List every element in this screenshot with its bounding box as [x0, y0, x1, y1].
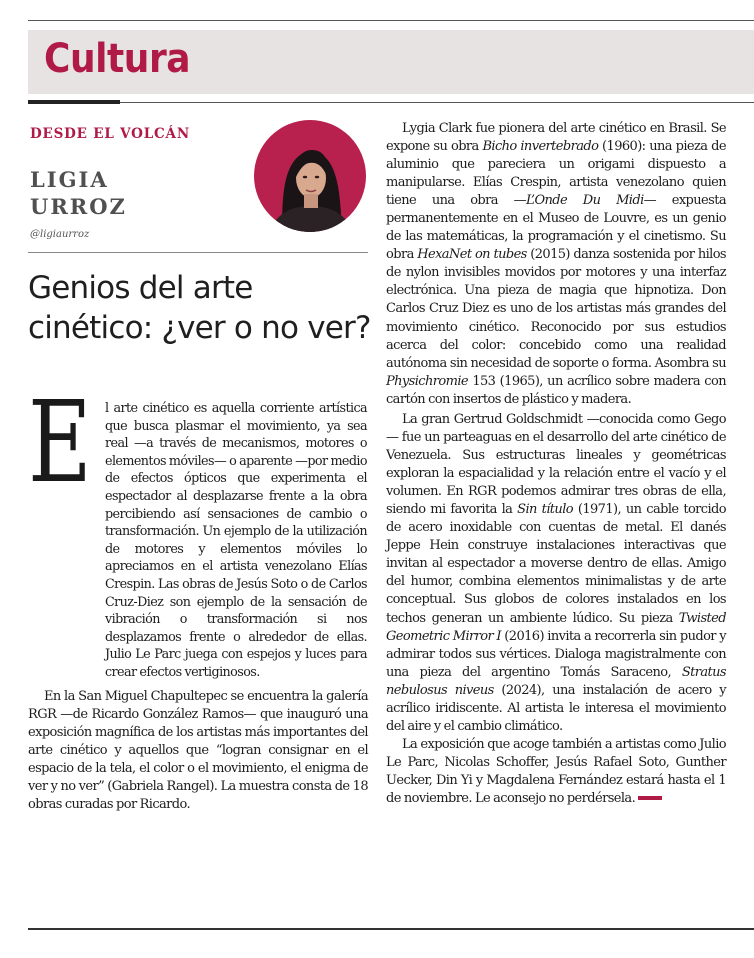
body-column-1 — [105, 400, 367, 682]
byline-rule — [28, 252, 368, 253]
divider-thick — [28, 100, 120, 104]
author-name: LIGIA URROZ — [30, 167, 127, 219]
paragraph-5: La exposición que acoge también a artistas como Julio Le Parc, Nicolas Schoffer, Jesús Rafael Soto, Gunther Uecker, Din Yi y Magdalena Fernández estará hasta el 1 de noviembre. Le aconsejo no perdérsela. — [386, 736, 726, 806]
article-headline: Genios del arte cinético: ¿ver o no ver? — [28, 270, 371, 346]
bottom-rule — [28, 928, 754, 930]
paragraph-3: Lygia Clark fue pionera del arte cinético en Brasil. Se expone su obra Bicho invertebrado (1960): una pieza de aluminio que pareciera un origami dispuesto a manipularse. Elías Crespin, artista venezolano quien tiene una obra —L’Onde Du Midi— expuesta permanentemente en el Museo de Louvre, es un genio de las matemáticas, la programación y el cinetismo. Su obra HexaNet on tubes (2015) danza sostenida por hilos de nylon invisibles movidos por motores y una interfaz electrónica. Una pieza de magia que hipnotiza. Don Carlos Cruz Diez es uno de los artistas más grandes del movimiento cinético. Reconocido por sus estudios acerca del color: concebido como una realidad autónoma sin necesidad de soporte o forma. Asombra su Physichromie 153 (1965), un acrílico sobre madera con cartón con insertos de plástico y madera. — [386, 121, 727, 407]
paragraph-1: l arte cinético es aquella corriente artística que busca plasmar el movimiento, ya sea real —a través de mecanismos, motores o elementos móviles— o aparente —por medio de efectos ópticos que experimenta el espectador al desplazarse frente a la obra percibiendo así sensaciones de cambio o transformación. Un ejemplo de la utilización de motores y elementos móviles lo apreciamos en el artista venezolano Elías Crespin. Las obras de Jesús Soto o de Carlos Cruz-Diez son ejemplo de la sensación de vibración o transformación si nos desplazamos frente o alrededor de ellas. Julio Le Parc juega con espejos y luces para crear efectos vertiginosos. — [105, 401, 367, 680]
divider-thin — [120, 102, 754, 103]
author-handle: @ligiaurroz — [30, 229, 90, 240]
body-column-1-lower — [28, 688, 368, 814]
body-column-2 — [386, 411, 726, 808]
end-mark — [638, 796, 662, 800]
top-rule — [28, 20, 754, 21]
paragraph-4: La gran Gertrud Goldschmidt —conocida como Gego— fue un parteaguas en el desarrollo del arte cinético de Venezuela. Sus estructuras lineales y geométricas exploran la espacialidad y la relación entre el vacío y el volumen. En RGR podemos admirar tres obras de ella, siendo mi favorita la Sin título (1971), un cable torcido de acero inoxidable con cuentas de metal. El danés Jeppe Hein construye instalaciones interactivas que invitan al espectador a moverse dentro de ellas. Amigo del humor, combina elementos minimalistas y de arte conceptual. Sus globos de colores instalados en los techos generan un ambiente lúdico. Su pieza Twisted Geometric Mirror I (2016) invita a recorrerla sin pudor y admirar todos sus vértices. Dialoga magistralmente con una pieza del argentino Tomás Saraceno, Stratus nebulosus niveus (2024), una instalación de acero y acrílico iridiscente. Al artista le interesa el movimiento del aire y el cambio climático. — [386, 412, 727, 734]
section-title: Cultura — [44, 36, 191, 82]
column-kicker: DESDE EL VOLCÁN — [30, 126, 190, 142]
drop-cap: E — [28, 378, 92, 508]
author-portrait — [254, 120, 366, 232]
paragraph-2: En la San Miguel Chapultepec se encuentra la galería RGR —de Ricardo González Ramos— que inauguró una exposición magnífica de los artistas más importantes del arte cinético y aquellos que “logran consignar en el espacio de la tela, el color o el movimiento, el enigma de ver y no ver” (Gabriela Rangel). La muestra consta de 18 obras curadas por Ricardo. — [28, 689, 368, 813]
body-column-2-upper — [386, 120, 726, 409]
